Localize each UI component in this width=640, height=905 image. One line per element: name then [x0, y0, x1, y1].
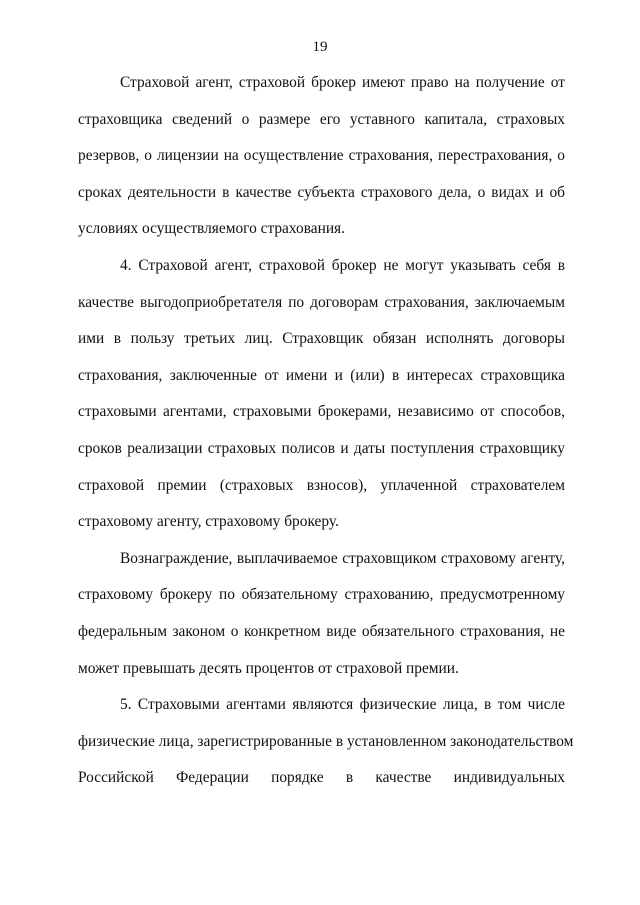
text-line: может превышать десять процентов от страховой премии.	[78, 659, 459, 677]
text-line: условиях осуществляемого страхования.	[78, 220, 345, 238]
text-line: страховыми агентами, страховыми брокерами, независимо от способов,	[78, 403, 565, 421]
text-line: сроках деятельности в качестве субъекта страхового дела, о видах и об	[78, 183, 565, 201]
text-line: страховому агенту, страховому брокеру.	[78, 513, 339, 531]
text-line: сроков реализации страховых полисов и даты поступления страховщику	[78, 439, 565, 457]
text-line: качестве выгодоприобретателя по договорам страхования, заключаемым	[78, 293, 565, 311]
page-number: 19	[312, 39, 328, 55]
text-line: федеральным законом о конкретном виде обязательного страхования, не	[78, 622, 565, 640]
text-line: Страховой агент, страховой брокер имеют право на получение от	[120, 74, 565, 91]
paragraph	[78, 252, 565, 545]
text-line: страховой премии (страховых взносов), уплаченной страхователем	[78, 476, 565, 494]
text-line: физические лица, зарегистрированные в установленном законодательством	[78, 732, 574, 750]
document-body	[78, 69, 574, 801]
text-line: страхования, заключенные от имени и (или) в интересах страховщика	[78, 366, 565, 384]
text-line: ими в пользу третьих лиц. Страховщик обязан исполнять договоры	[78, 330, 565, 348]
text-line: страховому брокеру по обязательному страхованию, предусмотренному	[78, 586, 565, 604]
text-line: Российской Федерации порядке в качестве индивидуальных	[78, 769, 565, 787]
paragraph	[78, 545, 565, 691]
text-line: страховщика сведений о размере его уставного капитала, страховых	[78, 110, 565, 128]
text-line: 4. Страховой агент, страховой брокер не могут указывать себя в	[120, 256, 565, 274]
text-line: Вознаграждение, выплачиваемое страховщиком страховому агенту,	[120, 549, 565, 567]
paragraph	[78, 691, 574, 801]
paragraph	[78, 69, 565, 252]
text-line: резервов, о лицензии на осуществление страхования, перестрахования, о	[78, 147, 565, 165]
text-line: 5. Страховыми агентами являются физические лица, в том числе	[120, 696, 565, 714]
